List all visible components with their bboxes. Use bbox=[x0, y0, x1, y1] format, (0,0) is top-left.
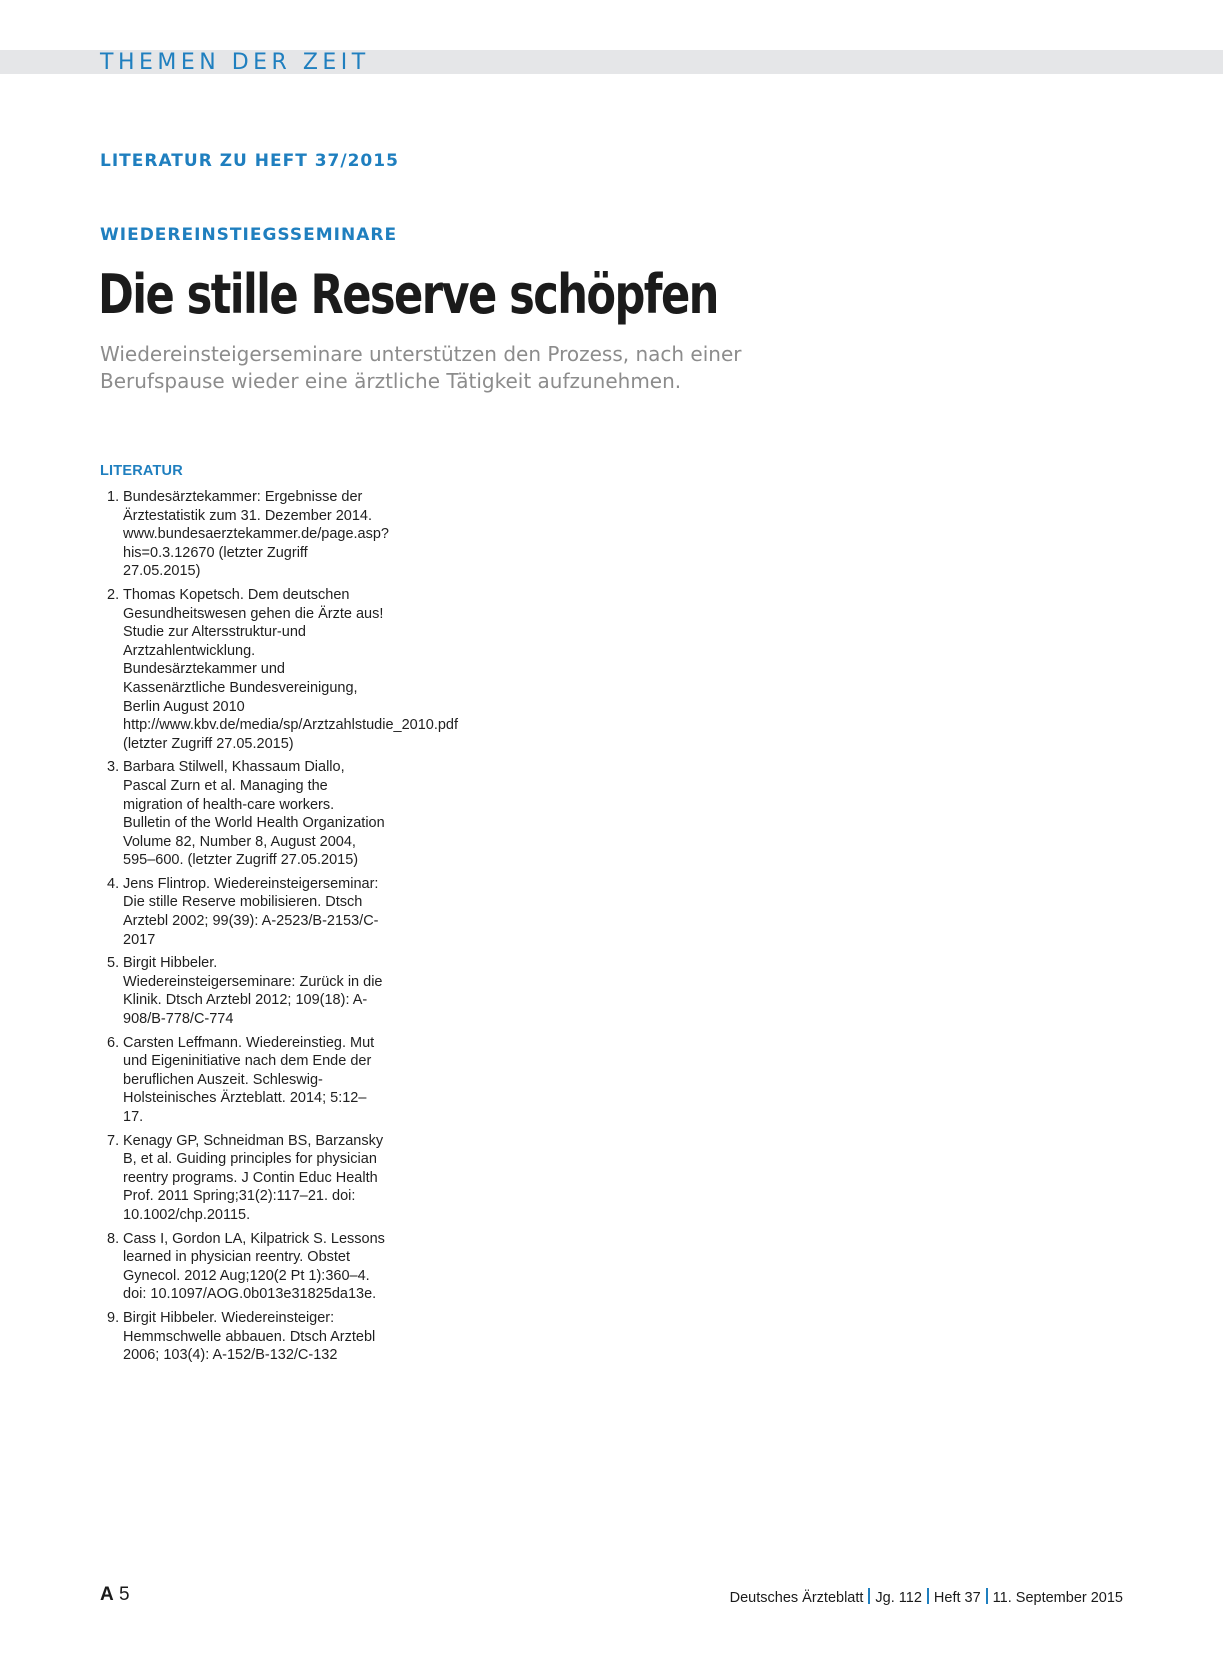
reference-text: Thomas Kopetsch. Dem deutschen Gesundheitswesen gehen die Ärzte aus! Studie zur Altersstruktur-und Arztzahlentwicklung. Bundesärztekammer und Kassenärztliche Bundesvereinigung, Berlin August 2010 http://www.kbv.de/media/sp/Arztzahlstudie_2010.pdf (letzter Zugriff 27.05.2015) bbox=[123, 586, 459, 752]
article-subtitle: Wiedereinsteigerseminare unterstützen den Prozess, nach einer Berufspause wieder eine ärztliche Tätigkeit aufzunehmen. bbox=[100, 342, 742, 393]
reference-item bbox=[100, 1230, 385, 1304]
reference-item bbox=[100, 1132, 385, 1225]
literature-heading: LITERATUR bbox=[100, 463, 183, 479]
page-letter: A bbox=[100, 1584, 114, 1605]
journal-issue: Heft 37 bbox=[933, 1590, 981, 1606]
reference-number: 8. bbox=[107, 1230, 120, 1247]
page-folio bbox=[100, 1584, 130, 1606]
separator bbox=[868, 1588, 870, 1604]
separator bbox=[927, 1588, 929, 1604]
reference-list bbox=[100, 488, 459, 1370]
reference-number: 4. bbox=[107, 875, 120, 892]
reference-item bbox=[100, 1034, 385, 1127]
reference-number: 5. bbox=[107, 955, 120, 972]
issue-label: LITERATUR ZU HEFT 37/2015 bbox=[100, 151, 399, 171]
journal-line bbox=[730, 1588, 1123, 1606]
reference-item bbox=[100, 875, 385, 949]
reference-number: 3. bbox=[107, 759, 120, 776]
section-label: THEMEN DER ZEIT bbox=[100, 50, 370, 75]
reference-text: Cass I, Gordon LA, Kilpatrick S. Lessons learned in physician reentry. Obstet Gynecol. 2012 Aug;120(2 Pt 1):360–4. doi: 10.1097/AOG.0b013e31825da13e. bbox=[123, 1230, 385, 1303]
reference-number: 1. bbox=[107, 489, 120, 505]
reference-item bbox=[100, 758, 385, 870]
article-title: Die stille Reserve schöpfen bbox=[98, 263, 718, 326]
separator bbox=[986, 1588, 988, 1604]
journal-date: 11. September 2015 bbox=[992, 1590, 1123, 1606]
reference-text: Birgit Hibbeler. Wiedereinsteiger: Hemmschwelle abbauen. Dtsch Arztebl 2006; 103(4): A-152/B-132/C-132 bbox=[123, 1309, 376, 1364]
reference-item bbox=[100, 954, 385, 1028]
journal-volume: Jg. 112 bbox=[875, 1590, 922, 1606]
reference-text: Bundesärztekammer: Ergebnisse der Ärztestatistik zum 31. Dezember 2014. www.bundesaerztekammer.de/page.asp?his=0.3.12670 (letzter Zugriff 27.05.2015) bbox=[123, 489, 389, 580]
journal-name: Deutsches Ärzteblatt bbox=[729, 1590, 864, 1606]
reference-number: 2. bbox=[107, 586, 120, 603]
reference-text: Birgit Hibbeler. Wiedereinsteigerseminare: Zurück in die Klinik. Dtsch Arztebl 2012; 109(18): A-908/B-778/C-774 bbox=[123, 955, 383, 1028]
reference-text: Carsten Leffmann. Wiedereinstieg. Mut und Eigeninitiative nach dem Ende der beruflichen Auszeit. Schleswig-Holsteinisches Ärzteblatt. 2014; 5:12–17. bbox=[123, 1034, 375, 1125]
reference-number: 7. bbox=[107, 1132, 120, 1149]
page-number: 5 bbox=[119, 1584, 130, 1605]
reference-item bbox=[100, 488, 389, 581]
reference-number: 9. bbox=[107, 1309, 120, 1326]
reference-text: Jens Flintrop. Wiedereinsteigerseminar: Die stille Reserve mobilisieren. Dtsch Arztebl 2002; 99(39): A-2523/B-2153/C-2017 bbox=[123, 875, 379, 948]
reference-text: Barbara Stilwell, Khassaum Diallo, Pascal Zurn et al. Managing the migration of health-care workers. Bulletin of the World Health Organization Volume 82, Number 8, August 2004, 595–600. (letzter Zugriff 27.05.2015) bbox=[123, 759, 385, 869]
reference-text: Kenagy GP, Schneidman BS, Barzansky B, et al. Guiding principles for physician reentry programs. J Contin Educ Health Prof. 2011 Spring;31(2):117–21. doi: 10.1002/chp.20115. bbox=[123, 1132, 384, 1223]
reference-number: 6. bbox=[107, 1034, 120, 1051]
reference-item bbox=[100, 1309, 385, 1365]
article-kicker: WIEDEREINSTIEGSSEMINARE bbox=[100, 225, 398, 245]
reference-item bbox=[100, 586, 459, 753]
